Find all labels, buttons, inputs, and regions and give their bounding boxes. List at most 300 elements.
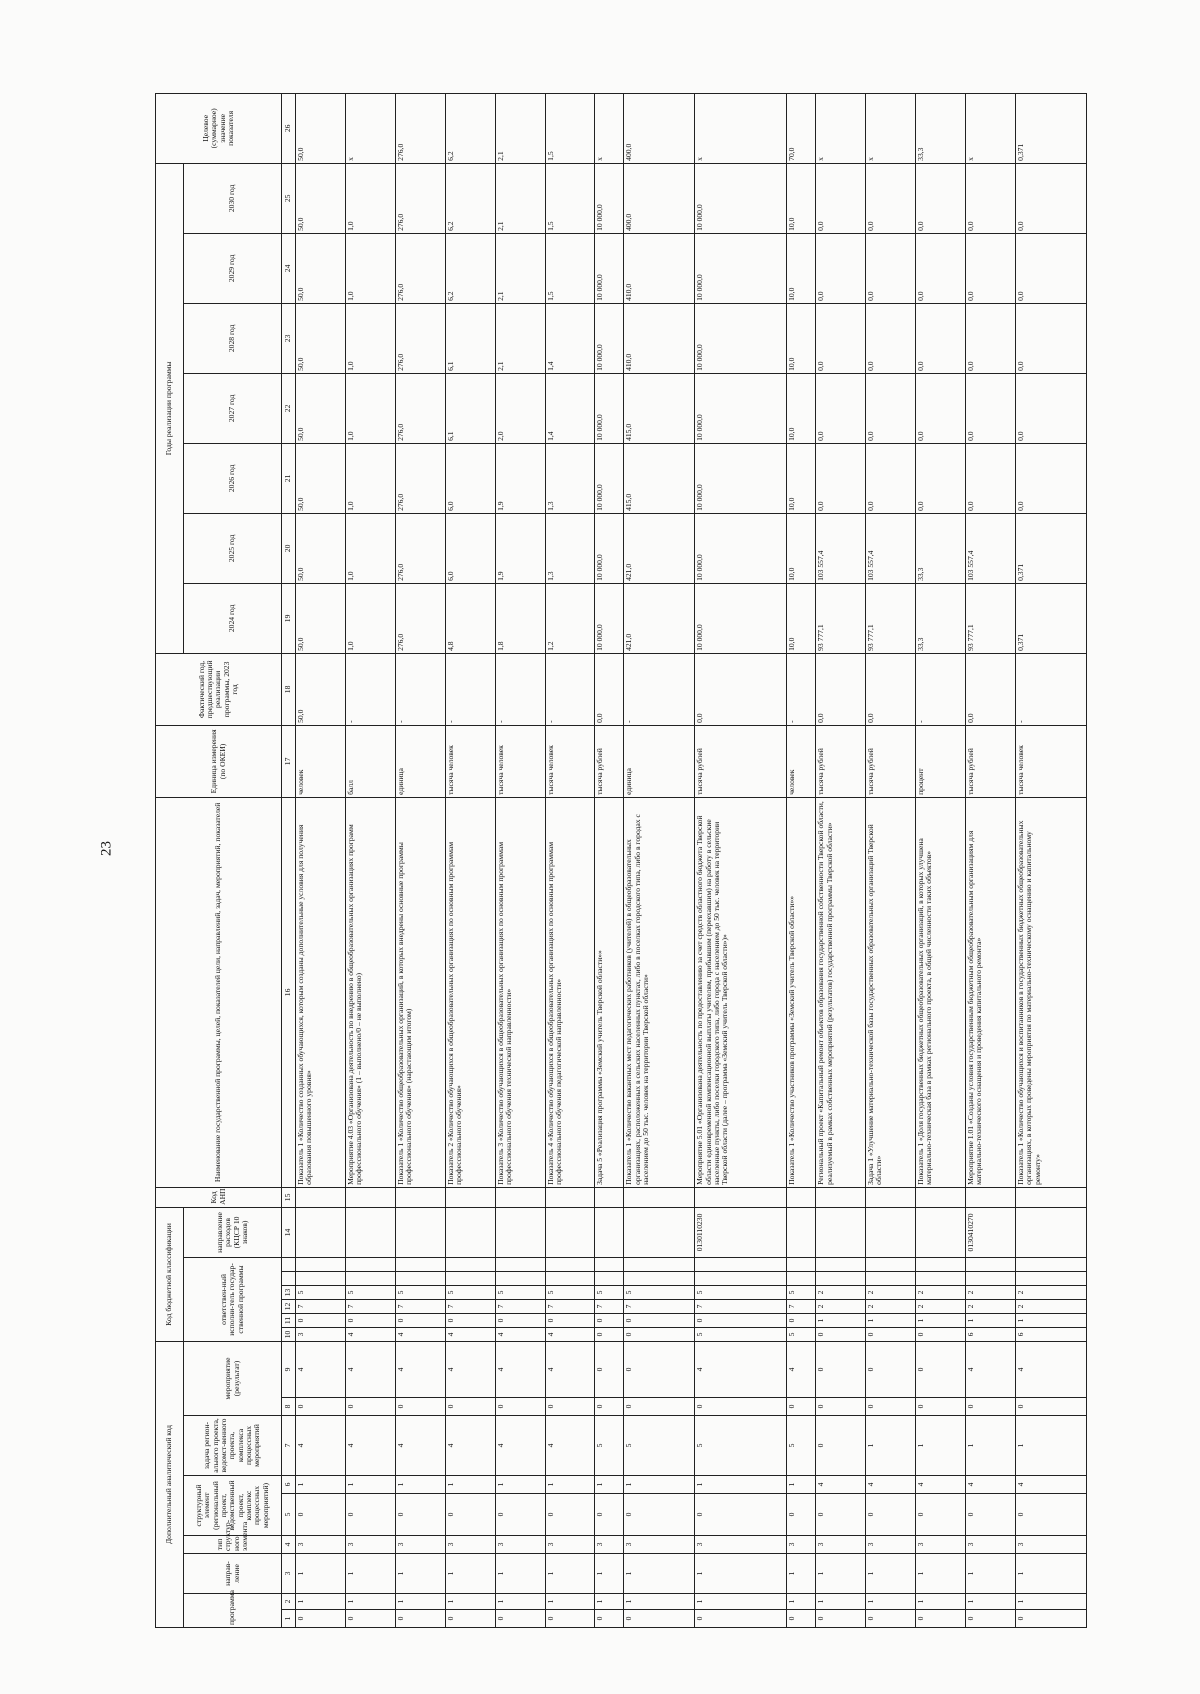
name-header: Наименование государственной программы, целей, показателей цели, направлений, задач, мероприятий, показателей [156, 797, 282, 1187]
executor-code-cell: 2 [965, 1285, 1015, 1299]
code-cell: 3 [345, 1536, 395, 1554]
code-cell: 4 [296, 1416, 346, 1476]
executor-code-cell: 0 [624, 1327, 695, 1341]
code-cell: 0 [866, 1341, 916, 1397]
years-header: Годы реализации программы [156, 163, 184, 653]
empty-cell [1015, 1271, 1086, 1285]
table-row [624, 93, 695, 1627]
year-2030-header: 2030 год [184, 163, 282, 233]
code-cell: 1 [965, 1416, 1015, 1476]
unit-cell: тысяча рублей [866, 725, 916, 797]
code-cell: 0 [695, 1610, 787, 1628]
year-2026-header: 2026 год [184, 443, 282, 513]
year-value-cell: 421,0 [624, 513, 695, 583]
column-number-cell: 14 [282, 1207, 296, 1257]
fact-cell: 0,0 [595, 653, 624, 725]
executor-code-cell: 0 [395, 1313, 445, 1327]
executor-code-cell: 2 [1015, 1299, 1086, 1313]
code-cell: 0 [624, 1610, 695, 1628]
anp-cell [695, 1187, 787, 1207]
year-value-cell: 2,1 [495, 233, 545, 303]
code-cell: 0 [695, 1398, 787, 1416]
fact-cell: - [1015, 653, 1086, 725]
fact-cell: 0,0 [816, 653, 866, 725]
empty-cell [695, 1257, 787, 1271]
executor-code-cell: 5 [624, 1285, 695, 1299]
code-cell: 0 [445, 1398, 495, 1416]
empty-cell [445, 1271, 495, 1285]
executor-code-cell: 0 [816, 1327, 866, 1341]
fact-cell: - [916, 653, 966, 725]
column-number-cell: 22 [282, 373, 296, 443]
code-cell: 1 [695, 1594, 787, 1610]
year-value-cell: 0,371 [1015, 513, 1086, 583]
code-cell: 1 [624, 1476, 695, 1494]
year-value-cell: 33,3 [916, 583, 966, 653]
unit-cell: тысяча человек [545, 725, 595, 797]
code-cell: 1 [866, 1554, 916, 1594]
code-cell: 1 [395, 1594, 445, 1610]
anp-cell [296, 1187, 346, 1207]
year-value-cell: 0,0 [816, 233, 866, 303]
executor-code-cell: 2 [816, 1285, 866, 1299]
code-cell: 1 [296, 1554, 346, 1594]
name-cell: Показатель 3 «Количество обучающихся в общеобразовательных организациях по основным программам профессионального обучения технической направленности» [495, 797, 545, 1187]
code-cell: 0 [816, 1416, 866, 1476]
year-value-cell: 0,0 [816, 373, 866, 443]
code-cell: 4 [445, 1416, 495, 1476]
name-cell: Региональный проект «Капитальный ремонт объектов образования государственной собственности Тверской области, реализуемый в рамках собственных мероприятий (результатов) государственной программы Тверской области» [816, 797, 866, 1187]
code-cell: 0 [345, 1610, 395, 1628]
year-value-cell: 4,8 [445, 583, 495, 653]
code-cell: 1 [866, 1594, 916, 1610]
code-cell: 0 [866, 1610, 916, 1628]
kcsr-cell [595, 1207, 624, 1257]
program-header: программа [184, 1594, 282, 1628]
code-cell: 0 [1015, 1494, 1086, 1536]
code-cell: 1 [296, 1594, 346, 1610]
code-cell: 1 [445, 1554, 495, 1594]
fact-cell: 0,0 [965, 653, 1015, 725]
fact-cell: - [787, 653, 816, 725]
year-value-cell: 276,0 [395, 373, 445, 443]
fact-cell: 50,0 [296, 653, 346, 725]
anp-cell [345, 1187, 395, 1207]
fact-cell: 0,0 [866, 653, 916, 725]
unit-cell: тысяча рублей [965, 725, 1015, 797]
year-value-cell: 0,0 [866, 233, 916, 303]
year-value-cell: 50,0 [296, 583, 346, 653]
code-cell: 0 [787, 1610, 816, 1628]
anp-code-header: Код АНП [156, 1187, 282, 1207]
year-value-cell: 33,3 [916, 513, 966, 583]
fact-header: Фактический год, предшествующий реализации программы, 2023 год [156, 653, 282, 725]
code-cell: 5 [595, 1416, 624, 1476]
fact-cell: - [545, 653, 595, 725]
anp-cell [787, 1187, 816, 1207]
year-value-cell: 1,3 [545, 513, 595, 583]
year-value-cell: 10,0 [787, 513, 816, 583]
code-cell: 3 [787, 1536, 816, 1554]
executor-code-cell: 7 [624, 1299, 695, 1313]
empty-cell [916, 1257, 966, 1271]
name-cell: Мероприятие 4.03 «Организована деятельность по внедрению в общеобразовательных организациях программ профессионального обучения» (1 – выполнено/0 – не выполнено) [345, 797, 395, 1187]
year-value-cell: 0,0 [866, 303, 916, 373]
total-cell: 70,0 [787, 93, 816, 163]
code-cell: 3 [545, 1536, 595, 1554]
year-value-cell: 10,0 [787, 373, 816, 443]
year-value-cell: 0,0 [916, 443, 966, 513]
executor-code-cell: 0 [296, 1313, 346, 1327]
year-value-cell: 276,0 [395, 163, 445, 233]
total-cell: 1,5 [545, 93, 595, 163]
code-cell: 3 [445, 1536, 495, 1554]
year-value-cell: 0,0 [916, 373, 966, 443]
total-cell: 0,371 [1015, 93, 1086, 163]
unit-cell: тысяча человек [445, 725, 495, 797]
executor-code-cell: 7 [787, 1299, 816, 1313]
column-number-cell: 4 [282, 1536, 296, 1554]
year-value-cell: 6,0 [445, 443, 495, 513]
code-cell: 1 [787, 1594, 816, 1610]
year-value-cell: 6,2 [445, 163, 495, 233]
code-cell: 5 [787, 1416, 816, 1476]
executor-code-cell: 2 [866, 1299, 916, 1313]
column-number-cell: 12 [282, 1299, 296, 1313]
dop-code-header: Дополнительный аналитический код [156, 1341, 184, 1627]
code-cell: 1 [965, 1554, 1015, 1594]
expense-dir-header: направление расходов (КЦСР 10 знаков) [184, 1207, 282, 1257]
year-2025-header: 2025 год [184, 513, 282, 583]
page-number: 23 [98, 841, 115, 856]
column-number-cell: 17 [282, 725, 296, 797]
code-cell: 1 [816, 1554, 866, 1594]
budget-code-header: Код бюджетной классификации [156, 1207, 184, 1341]
year-value-cell: 0,0 [965, 373, 1015, 443]
name-cell: Показатель 2 «Количество обучающихся в общеобразовательных организациях по основным программам профессионального обучения» [445, 797, 495, 1187]
name-cell: Показатель 1 «Доля государственных бюджетных общеобразовательных организаций, в которых улучшена материально-техническая база в рамках регионального проекта, в общей численности таких объектов» [916, 797, 966, 1187]
executor-code-cell: 7 [545, 1299, 595, 1313]
year-value-cell: 276,0 [395, 513, 445, 583]
code-cell: 1 [595, 1476, 624, 1494]
empty-cell [545, 1257, 595, 1271]
unit-cell: тысяча рублей [816, 725, 866, 797]
column-number-cell: 10 [282, 1327, 296, 1341]
executor-code-cell: 5 [695, 1327, 787, 1341]
code-cell: 4 [816, 1476, 866, 1494]
executor-code-cell: 0 [916, 1327, 966, 1341]
year-value-cell: 50,0 [296, 163, 346, 233]
executor-code-cell: 5 [595, 1285, 624, 1299]
column-number-cell: 7 [282, 1416, 296, 1476]
year-value-cell: 10 000,0 [695, 443, 787, 513]
total-cell: x [345, 93, 395, 163]
year-value-cell: 0,0 [1015, 373, 1086, 443]
code-cell: 1 [395, 1554, 445, 1594]
code-cell: 1 [445, 1476, 495, 1494]
year-value-cell: 2,0 [495, 373, 545, 443]
year-value-cell: 0,0 [816, 303, 866, 373]
code-cell: 1 [296, 1476, 346, 1494]
table-row [296, 93, 346, 1627]
kcsr-cell [816, 1207, 866, 1257]
year-value-cell: 1,0 [345, 443, 395, 513]
executor-code-cell: 4 [345, 1327, 395, 1341]
code-cell: 1 [965, 1594, 1015, 1610]
year-2027-header: 2027 год [184, 373, 282, 443]
code-cell: 1 [624, 1554, 695, 1594]
anp-cell [965, 1187, 1015, 1207]
code-cell: 4 [395, 1416, 445, 1476]
year-value-cell: 0,0 [965, 163, 1015, 233]
year-value-cell: 0,0 [1015, 163, 1086, 233]
executor-code-cell: 5 [787, 1327, 816, 1341]
column-number-cell: 6 [282, 1476, 296, 1494]
column-number-cell: 19 [282, 583, 296, 653]
table-row [816, 93, 866, 1627]
code-cell: 0 [624, 1494, 695, 1536]
name-cell: Показатель 1 «Количество участников программы «Земский учитель Тверской области»» [787, 797, 816, 1187]
empty-cell [866, 1271, 916, 1285]
column-number-cell: 3 [282, 1554, 296, 1594]
total-cell: 6,2 [445, 93, 495, 163]
anp-cell [545, 1187, 595, 1207]
executor-code-cell: 0 [445, 1313, 495, 1327]
executor-code-cell: 7 [345, 1299, 395, 1313]
table-row [695, 93, 787, 1627]
anp-cell [916, 1187, 966, 1207]
empty-cell [624, 1271, 695, 1285]
total-cell: 400,0 [624, 93, 695, 163]
struct-type-header: тип структур-ного элемента [184, 1536, 282, 1554]
year-value-cell: 10 000,0 [595, 233, 624, 303]
executor-code-cell: 4 [495, 1327, 545, 1341]
year-value-cell: 0,0 [816, 163, 866, 233]
code-cell: 0 [345, 1494, 395, 1536]
code-cell: 1 [787, 1476, 816, 1494]
executor-code-cell: 5 [345, 1285, 395, 1299]
executor-code-cell: 2 [816, 1299, 866, 1313]
task-header: задача регион-ального проекта, ведомст-венного проекта, комплекса процессных мероприятий [184, 1416, 282, 1476]
empty-cell [624, 1257, 695, 1271]
unit-cell: балл [345, 725, 395, 797]
name-cell: Задача 1 «Улучшение материально-технической базы государственных образовательных организаций Тверской области» [866, 797, 916, 1187]
executor-code-cell: 4 [445, 1327, 495, 1341]
empty-cell [296, 1257, 346, 1271]
fact-cell: - [495, 653, 545, 725]
executor-code-cell: 0 [595, 1327, 624, 1341]
total-cell: 33,3 [916, 93, 966, 163]
year-value-cell: 1,5 [545, 233, 595, 303]
year-value-cell: 1,4 [545, 303, 595, 373]
year-value-cell: 10 000,0 [695, 163, 787, 233]
code-cell: 5 [624, 1416, 695, 1476]
year-value-cell: 10,0 [787, 233, 816, 303]
kcsr-cell [296, 1207, 346, 1257]
year-value-cell: 400,0 [624, 163, 695, 233]
code-cell: 0 [816, 1494, 866, 1536]
code-cell: 4 [395, 1341, 445, 1397]
code-cell: 0 [1015, 1610, 1086, 1628]
year-value-cell: 2,1 [495, 163, 545, 233]
code-cell: 5 [695, 1416, 787, 1476]
code-cell: 1 [916, 1554, 966, 1594]
year-value-cell: 103 557,4 [866, 513, 916, 583]
kcsr-cell: 0130410270 [965, 1207, 1015, 1257]
code-cell: 3 [595, 1536, 624, 1554]
executor-code-cell: 2 [1015, 1285, 1086, 1299]
executor-code-cell: 5 [296, 1285, 346, 1299]
empty-cell [395, 1271, 445, 1285]
year-value-cell: 103 557,4 [816, 513, 866, 583]
year-value-cell: 10,0 [787, 443, 816, 513]
fact-cell: - [445, 653, 495, 725]
code-cell: 1 [395, 1476, 445, 1494]
column-number-cell [282, 1257, 296, 1271]
kcsr-cell [624, 1207, 695, 1257]
year-value-cell: 0,371 [1015, 583, 1086, 653]
executor-code-cell: 0 [545, 1313, 595, 1327]
code-cell: 1 [345, 1476, 395, 1494]
name-cell: Показатель 4 «Количество обучающихся в общеобразовательных организациях по основным программам профессионального обучения педагогической направленности» [545, 797, 595, 1187]
empty-cell [595, 1271, 624, 1285]
code-cell: 3 [624, 1536, 695, 1554]
executor-code-cell: 4 [395, 1327, 445, 1341]
code-cell: 3 [296, 1536, 346, 1554]
total-cell: 276,0 [395, 93, 445, 163]
year-value-cell: 93 777,1 [816, 583, 866, 653]
year-value-cell: 50,0 [296, 233, 346, 303]
year-value-cell: 1,0 [345, 373, 395, 443]
column-number-cell: 24 [282, 233, 296, 303]
column-number-cell: 20 [282, 513, 296, 583]
unit-cell: человек [787, 725, 816, 797]
code-cell: 0 [545, 1398, 595, 1416]
year-value-cell: 1,0 [345, 163, 395, 233]
code-cell: 1 [624, 1594, 695, 1610]
code-cell: 4 [445, 1341, 495, 1397]
code-cell: 0 [816, 1610, 866, 1628]
executor-code-cell: 0 [624, 1313, 695, 1327]
code-cell: 1 [595, 1594, 624, 1610]
table-row [445, 93, 495, 1627]
direction-header: направ-ление [184, 1554, 282, 1594]
code-cell: 0 [624, 1398, 695, 1416]
year-value-cell: 415,0 [624, 443, 695, 513]
event-header: мероприятие (результат) [184, 1341, 282, 1415]
empty-cell [787, 1271, 816, 1285]
code-cell: 1 [1015, 1594, 1086, 1610]
total-cell: x [965, 93, 1015, 163]
unit-cell: тысяча человек [495, 725, 545, 797]
unit-cell: единица [395, 725, 445, 797]
code-cell: 1 [816, 1594, 866, 1610]
table-row [545, 93, 595, 1627]
executor-code-cell: 0 [695, 1313, 787, 1327]
executor-code-cell: 0 [595, 1313, 624, 1327]
executor-code-cell: 4 [545, 1327, 595, 1341]
code-cell: 0 [595, 1494, 624, 1536]
kcsr-cell: 0130110230 [695, 1207, 787, 1257]
year-value-cell: 0,0 [916, 163, 966, 233]
code-cell: 0 [695, 1494, 787, 1536]
code-cell: 1 [1015, 1554, 1086, 1594]
column-number-cell: 5 [282, 1494, 296, 1536]
executor-code-cell: 5 [695, 1285, 787, 1299]
year-value-cell: 276,0 [395, 443, 445, 513]
empty-cell [965, 1257, 1015, 1271]
total-cell: 50,0 [296, 93, 346, 163]
table-body [282, 93, 1087, 1627]
year-value-cell: 0,0 [816, 443, 866, 513]
code-cell: 4 [545, 1416, 595, 1476]
year-value-cell: 0,0 [1015, 233, 1086, 303]
year-value-cell: 103 557,4 [965, 513, 1015, 583]
code-cell: 0 [296, 1398, 346, 1416]
code-cell: 0 [395, 1610, 445, 1628]
executor-code-cell: 7 [296, 1299, 346, 1313]
code-cell: 0 [395, 1398, 445, 1416]
code-cell: 0 [916, 1494, 966, 1536]
code-cell: 0 [624, 1341, 695, 1397]
executor-code-cell: 0 [787, 1313, 816, 1327]
total-cell: x [595, 93, 624, 163]
year-value-cell: 93 777,1 [866, 583, 916, 653]
code-cell: 4 [1015, 1341, 1086, 1397]
executor-code-cell: 0 [866, 1327, 916, 1341]
executor-code-cell: 2 [916, 1285, 966, 1299]
table-row [965, 93, 1015, 1627]
anp-cell [445, 1187, 495, 1207]
code-cell: 1 [545, 1554, 595, 1594]
year-2029-header: 2029 год [184, 233, 282, 303]
kcsr-cell [1015, 1207, 1086, 1257]
empty-cell [695, 1271, 787, 1285]
empty-cell [395, 1257, 445, 1271]
column-number-cell: 1 [282, 1610, 296, 1628]
year-value-cell: 6,1 [445, 373, 495, 443]
name-cell: Показатель 1 «Количество созданных обучающихся, которым созданы дополнительные условия для получения образования повышенного уровня» [296, 797, 346, 1187]
code-cell: 1 [345, 1594, 395, 1610]
executor-code-cell: 2 [965, 1299, 1015, 1313]
executor-code-cell: 1 [816, 1313, 866, 1327]
fact-cell: - [624, 653, 695, 725]
executor-code-cell: 5 [395, 1285, 445, 1299]
total-cell: x [866, 93, 916, 163]
executor-code-cell: 0 [495, 1313, 545, 1327]
table-row [916, 93, 966, 1627]
total-cell: 2,1 [495, 93, 545, 163]
empty-cell [495, 1257, 545, 1271]
code-cell: 4 [545, 1341, 595, 1397]
year-value-cell: 10 000,0 [595, 583, 624, 653]
total-cell: x [695, 93, 787, 163]
unit-cell: тысяча человек [1015, 725, 1086, 797]
year-value-cell: 1,2 [545, 583, 595, 653]
executor-code-cell: 7 [395, 1299, 445, 1313]
year-value-cell: 0,0 [965, 443, 1015, 513]
struct-elem-header: структурный элемент (региональный проект, ведомственный проект, комплекс процессных мероприятий) [184, 1476, 282, 1536]
unit-cell: тысяча рублей [595, 725, 624, 797]
code-cell: 1 [445, 1594, 495, 1610]
kcsr-cell [545, 1207, 595, 1257]
year-value-cell: 10 000,0 [695, 373, 787, 443]
name-cell: Показатель 1 «Количество вакантных мест педагогических работников (учителей) в общеобразовательных организациях, расположенных в сельских населенных пунктах, либо в поселках городского типа, либо в городах с населением до 50 тыс. человек на территории Тверской области» [624, 797, 695, 1187]
code-cell: 0 [965, 1610, 1015, 1628]
code-cell: 3 [1015, 1536, 1086, 1554]
year-value-cell: 0,0 [1015, 443, 1086, 513]
year-value-cell: 10 000,0 [695, 303, 787, 373]
